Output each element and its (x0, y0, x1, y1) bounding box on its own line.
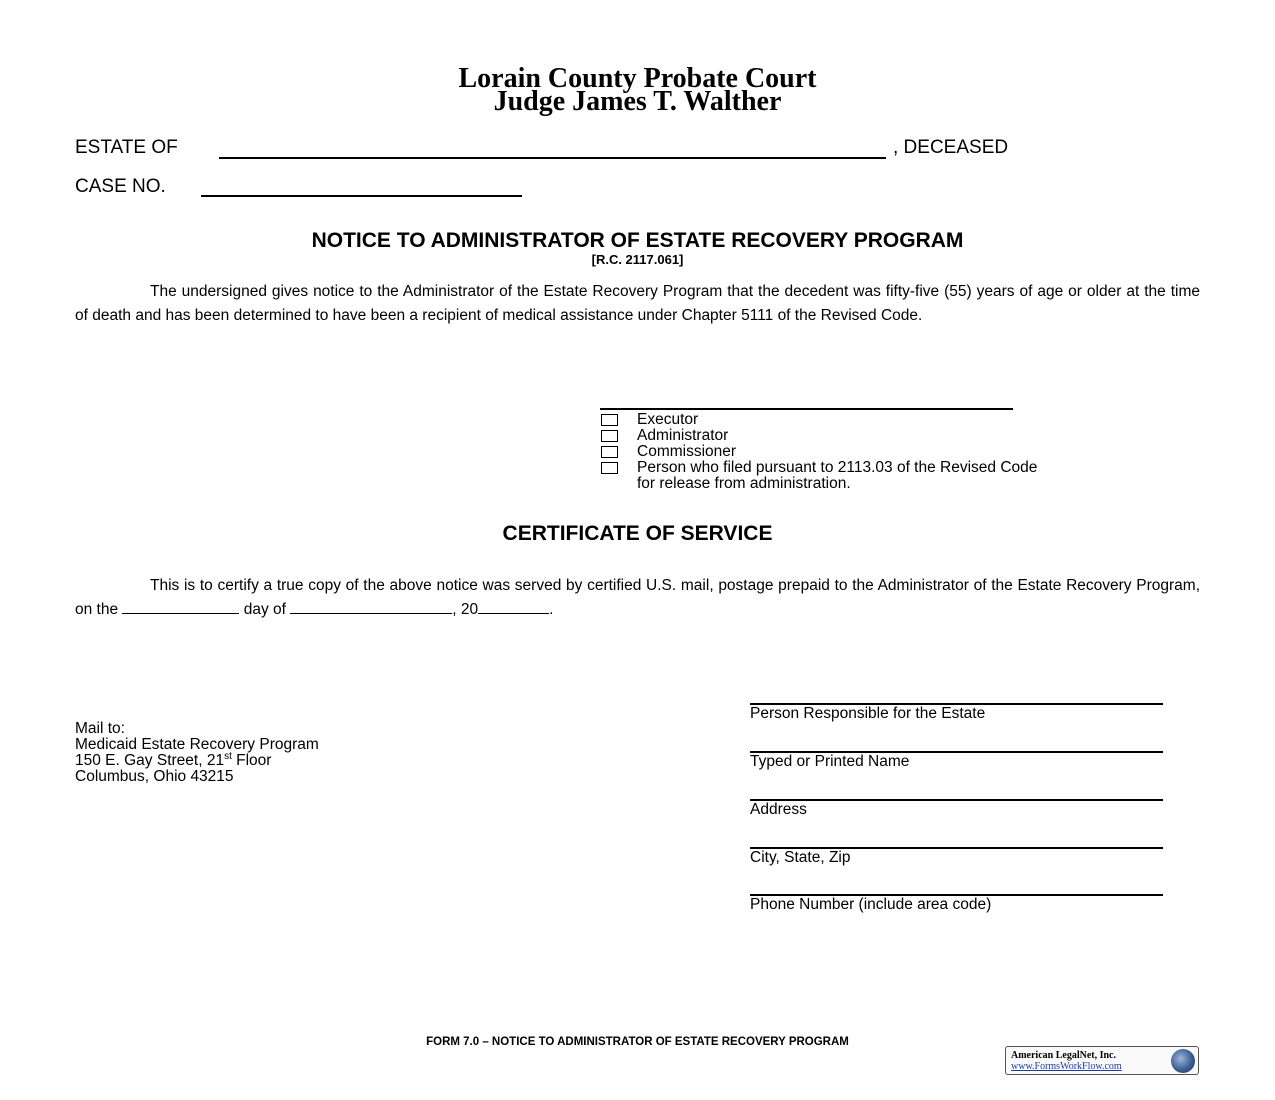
legalnet-logo[interactable] (1005, 1046, 1199, 1075)
printed-name-label: Typed or Printed Name (750, 753, 910, 770)
certificate-period: . (549, 601, 554, 618)
day-of-label: day of (243, 601, 286, 618)
logo-company-name: American LegalNet, Inc. (1011, 1050, 1116, 1061)
role-option-label: Administrator (637, 427, 729, 444)
service-month-field[interactable] (290, 599, 452, 614)
executor-checkbox[interactable] (601, 414, 618, 426)
role-option-administrator[interactable] (601, 428, 1037, 444)
service-year-field[interactable] (478, 599, 549, 614)
logo-url-link[interactable]: www.FormsWorkFlow.com (1011, 1061, 1122, 1072)
deceased-label: , DECEASED (893, 137, 1009, 158)
address-line[interactable] (750, 799, 1163, 801)
estate-label: ESTATE OF (75, 137, 178, 158)
role-option-label: Person who filed pursuant to 2113.03 of the Revised Code (637, 459, 1038, 476)
mail-to-label: Mail to: (75, 720, 125, 737)
certificate-body-text: This is to certify a true copy of the above notice was served by certified U.S. mail, postage prepaid to the Administrator of the Estate Recovery Program, on the (75, 577, 1200, 618)
mail-to-recipient: Medicaid Estate Recovery Program (75, 736, 319, 753)
role-option-label: Executor (637, 411, 699, 428)
commissioner-checkbox[interactable] (601, 446, 618, 458)
role-option-executor[interactable] (601, 412, 1037, 428)
phone-number-label: Phone Number (include area code) (750, 896, 992, 913)
responsible-person-label: Person Responsible for the Estate (750, 705, 986, 722)
mail-to-block (75, 721, 319, 785)
release-filer-checkbox[interactable] (601, 462, 618, 474)
mail-to-city: Columbus, Ohio 43215 (75, 768, 234, 785)
form-footer-label: FORM 7.0 – NOTICE TO ADMINISTRATOR OF ESTATE RECOVERY PROGRAM (426, 1036, 849, 1048)
notice-title: NOTICE TO ADMINISTRATOR OF ESTATE RECOVERY PROGRAM (311, 229, 964, 252)
service-day-field[interactable] (122, 599, 239, 614)
globe-icon (1171, 1049, 1195, 1073)
year-prefix: 20 (460, 601, 479, 618)
notice-body-text: The undersigned gives notice to the Administrator of the Estate Recovery Program that the decedent was fifty-five (55) years of age or older at the time of death and has been determined to have been a recipient of medical assistance under Chapter 5111 of the Revised Code. (75, 283, 1200, 324)
estate-name-field[interactable] (219, 157, 886, 159)
address-label: Address (750, 801, 807, 818)
fiduciary-signature-line[interactable] (600, 408, 1013, 410)
street-text: 150 E. Gay Street, 21 (75, 752, 225, 769)
statute-citation: [R.C. 2117.061] (591, 252, 684, 267)
role-option-commissioner[interactable] (601, 444, 1037, 460)
case-no-field[interactable] (201, 195, 522, 197)
role-option-release-filer[interactable] (601, 460, 1037, 492)
certificate-title: CERTIFICATE OF SERVICE (502, 522, 773, 545)
administrator-checkbox[interactable] (601, 430, 618, 442)
release-filer-label-block (637, 460, 1037, 492)
role-option-label: Commissioner (637, 443, 737, 460)
role-options (601, 412, 1037, 492)
certificate-body: This is to certify a true copy of the above notice was served by certified U.S. mail, postage prepaid to the Administrator of the Estate Recovery Program, on the day of , 20 . (75, 577, 1200, 618)
notice-body (75, 280, 1200, 328)
mail-to-street (75, 750, 319, 769)
role-option-continuation: for release from administration. (637, 475, 851, 492)
street-ordinal: st (224, 750, 232, 762)
street-floor: Floor (231, 752, 272, 769)
court-name: Lorain County Probate Court (458, 63, 817, 94)
city-state-zip-label: City, State, Zip (750, 849, 851, 866)
judge-name: Judge James T. Walther (493, 86, 782, 117)
case-no-label: CASE NO. (75, 176, 166, 197)
